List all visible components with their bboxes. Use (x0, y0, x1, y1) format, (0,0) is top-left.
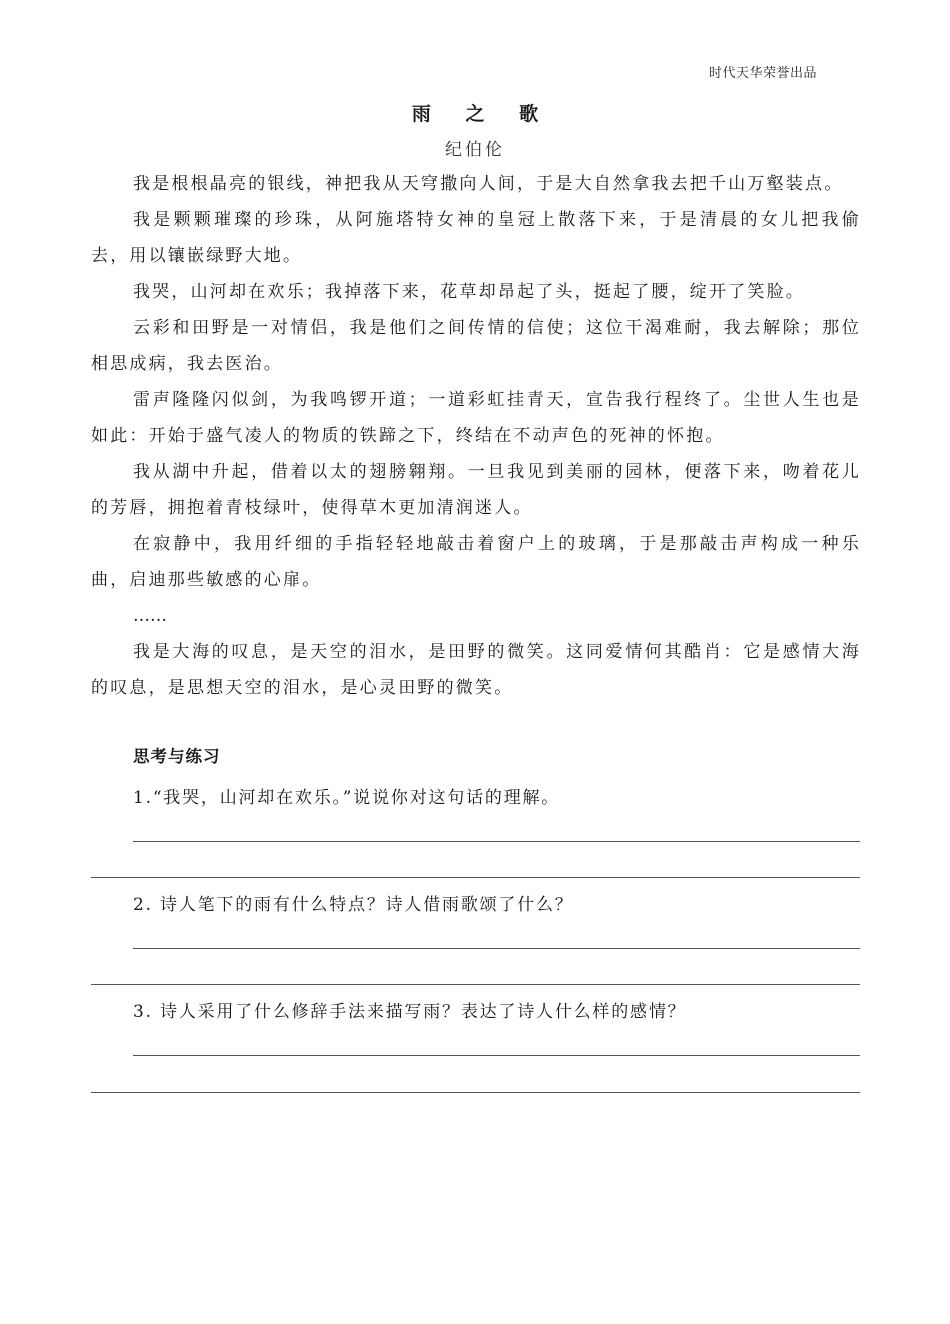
answer-line[interactable] (91, 877, 860, 878)
paragraph: 我是颗颗璀璨的珍珠，从阿施塔特女神的皇冠上散落下来，于是清晨的女儿把我偷去，用以镶嵌绿野大地。 (91, 210, 861, 266)
paragraph: 我是大海的叹息，是天空的泪水，是田野的微笑。这同爱情何其酷肖：它是感情大海的叹息，是思想天空的泪水，是心灵田野的微笑。 (91, 642, 861, 698)
article-author: 纪伯伦 (445, 140, 505, 160)
paragraph: 我从湖中升起，借着以太的翅膀翱翔。一旦我见到美丽的园林，便落下来，吻着花儿的芳唇，拥抱着青枝绿叶，使得草木更加清润迷人。 (91, 462, 861, 518)
exercises-heading: 思考与练习 (133, 747, 221, 766)
paragraph: 云彩和田野是一对情侣，我是他们之间传情的信使；这位干渴难耐，我去解除；那位相思成病，我去医治。 (91, 318, 861, 374)
article-body (91, 166, 861, 706)
publisher-label: 时代天华荣誉出品 (709, 66, 818, 81)
question-2: 2. 诗人笔下的雨有什么特点？诗人借雨歌颂了什么？ (133, 895, 574, 915)
answer-line[interactable] (133, 948, 860, 949)
paragraph: 在寂静中，我用纤细的手指轻轻地敲击着窗户上的玻璃，于是那敲击声构成一种乐曲，启迪那些敏感的心扉。 (91, 534, 861, 590)
ellipsis-paragraph: …… (133, 606, 167, 626)
question-1: 1.“我哭，山河却在欢乐。”说说你对这句话的理解。 (133, 788, 561, 808)
paragraph: 我哭，山河却在欢乐；我掉落下来，花草却昂起了头，挺起了腰，绽开了笑脸。 (133, 282, 805, 302)
paragraph: 雷声隆隆闪似剑，为我鸣锣开道；一道彩虹挂青天，宣告我行程终了。尘世人生也是如此：开始于盛气凌人的物质的铁蹄之下，终结在不动声色的死神的怀抱。 (91, 390, 861, 446)
paragraph: 我是根根晶亮的银线，神把我从天穹撒向人间，于是大自然拿我去把千山万壑装点。 (133, 174, 844, 194)
question-3: 3. 诗人采用了什么修辞手法来描写雨？表达了诗人什么样的感情？ (133, 1002, 687, 1022)
article-title: 雨 之 歌 (411, 103, 553, 125)
answer-line[interactable] (91, 984, 860, 985)
answer-line[interactable] (133, 841, 860, 842)
answer-line[interactable] (91, 1092, 860, 1093)
answer-line[interactable] (133, 1055, 860, 1056)
